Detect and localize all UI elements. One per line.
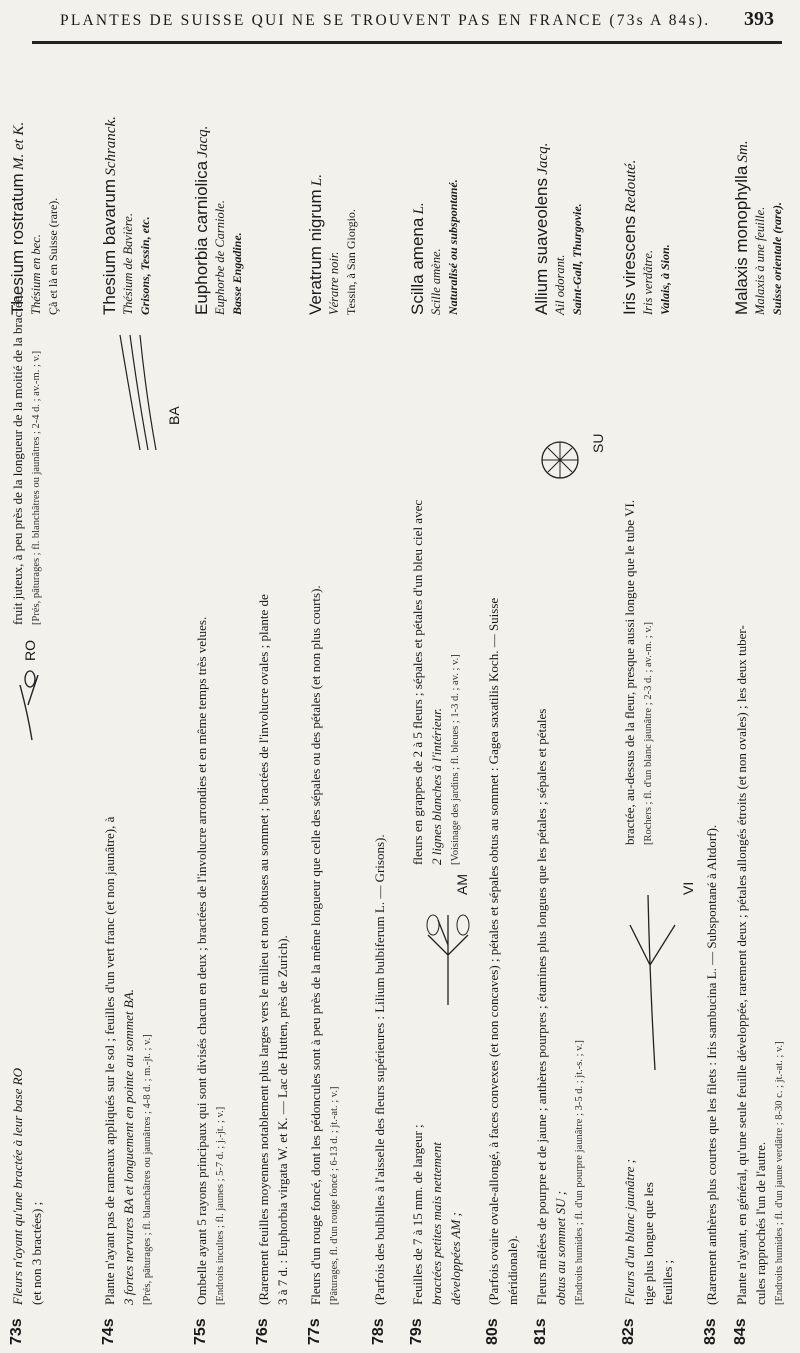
- entry-line: Fleurs d'un blanc jaunâtre ;: [622, 1158, 637, 1305]
- thesium-bavarum-figure: [100, 325, 180, 455]
- entry-text-continued: [620, 325, 658, 845]
- species-author: Jacq.: [535, 142, 551, 175]
- entry-text-continued: [408, 325, 465, 865]
- page-number: 393: [744, 8, 774, 30]
- entry-text: [484, 315, 522, 1305]
- entry-line: Fleurs d'un rouge foncé, dont les pédoncules sont à peu près de la même longueur que celle des sépales ou des pétales (et non plus courts).: [308, 585, 323, 1305]
- entry-line: (Parfois ovaire ovale-allongé, à faces convexes (et non concaves) ; pétales et sépales obtus au sommet : Gagea saxatilis Koch. — Suisse: [486, 597, 501, 1305]
- entry-line: (Parfois des bulbilles à l'aisselle des fleurs supérieures : Lilium bulbiferum L. — Grisons).: [372, 834, 387, 1305]
- species-french-name: Iris verdâtre.: [641, 249, 655, 315]
- entry-text: [532, 525, 589, 1305]
- entry-code: 81s: [532, 1318, 549, 1345]
- species-block: [732, 65, 786, 315]
- entry-line: cules rapprochés l'un de l'autre.: [753, 1141, 768, 1305]
- species-french-name: Ail odorant.: [553, 254, 567, 315]
- entry-line: 2 lignes blanches à l'intérieur.: [429, 708, 444, 865]
- species-block: [100, 65, 154, 315]
- species-french-name: Thésium de Bavière.: [121, 213, 135, 315]
- entry-text: [100, 745, 157, 1305]
- entry-text: [408, 1045, 465, 1305]
- species-french-name: Malaxis à une feuille.: [753, 206, 767, 315]
- entry-text: [620, 1085, 677, 1305]
- entry-line: Feuilles de 7 à 15 mm. de largeur ;: [410, 1124, 425, 1305]
- entry-line: fruit juteux, à peu près de la longueur de la moitié de la bractée.: [10, 293, 25, 625]
- species-french-name: Thésium en bec.: [29, 234, 43, 315]
- entry-text: [8, 745, 46, 1305]
- species-distribution: Çà et là en Suisse (rare).: [46, 197, 60, 315]
- entry-line: Fleurs mêlées de pourpre et de jaune ; anthères pourpres ; étamines plus longues que les pétales ; sépales et pétales: [534, 708, 549, 1305]
- entry-line: Ombelle ayant 5 rayons principaux qui sont divisés chacun en deux ; bractées de l'involucre arrondies et en même temps très velues.: [194, 616, 209, 1305]
- species-distribution: Suisse orientale (rare).: [770, 201, 784, 315]
- species-name: Malaxis monophylla: [732, 165, 751, 315]
- entry-line: Plante n'ayant, en général, qu'une seule feuille développée, rarement deux ; pétales allongés étroits (et non ovales) ; les deux tuber-: [734, 625, 749, 1305]
- entry-code: 79s: [408, 1318, 425, 1345]
- entry-line: (Rarement anthères plus courtes que les filets : Iris sambucina L. — Subspontané à Altdorf).: [704, 824, 719, 1305]
- species-block: [8, 65, 62, 315]
- entry-text: [254, 315, 292, 1305]
- entry-line: Plante n'ayant pas de rameaux appliqués sur le sol ; feuilles d'un vert franc (et non jaunâtre), à: [102, 816, 117, 1305]
- habitat-line: [Endroits humides ; fl. d'un jaune verdâtre ; 8-30 c. ; jt.-at. ; v.]: [774, 1041, 785, 1305]
- entry-code: 78s: [370, 1318, 387, 1345]
- entry-line: feuilles ;: [660, 1259, 675, 1305]
- entry-line: fleurs en grappes de 2 à 5 fleurs ; sépales et pétales d'un bleu ciel avec: [410, 499, 425, 865]
- species-distribution: Tessin, à San Giorgio.: [344, 209, 358, 315]
- running-title: PLANTES DE SUISSE QUI NE SE TROUVENT PAS EN FRANCE (73s A 84s).: [60, 12, 711, 29]
- species-distribution: Valais, à Sion.: [658, 244, 672, 315]
- entry-code: 74s: [100, 1318, 117, 1345]
- species-author: L.: [411, 202, 427, 215]
- habitat-line: [Voisinage des jardins ; fl. bleues ; 1-3 d. ; av. ; v.]: [450, 654, 461, 865]
- species-french-name: Scille amène.: [429, 248, 443, 315]
- header-rule: [32, 41, 782, 44]
- species-block: [532, 65, 586, 315]
- entry-line: (et non 3 bractées) ;: [29, 1201, 44, 1305]
- figure-label-su: SU: [590, 433, 606, 453]
- figure-label-ba: BA: [166, 406, 182, 425]
- habitat-line: [Pâturages, fl. d'un rouge foncé ; 6-13 d. ; jt.-at. ; v.]: [329, 1086, 340, 1305]
- entry-line: 3 fortes nervures BA et longuement en pointe au sommet BA.: [121, 989, 136, 1305]
- entry-text: [192, 325, 230, 1305]
- allium-suaveolens-figure: [532, 425, 592, 495]
- entry-code: 84s: [732, 1318, 749, 1345]
- habitat-line: [Prés, pâturages ; fl. blanchâtres ou jaunâtres ; 2-4 d. ; av.-m. ; v.]: [31, 350, 42, 625]
- species-author: Sm.: [735, 140, 751, 163]
- entry-code: 82s: [620, 1318, 637, 1345]
- entry-line: 3 à 7 d. : Euphorbia virgata W. et K. — Lac de Hutten, près de Zurich).: [275, 935, 290, 1305]
- entry-code: 77s: [306, 1318, 323, 1345]
- species-distribution: Saint-Gall, Thurgovie.: [570, 203, 584, 315]
- entry-line: méridionale).: [505, 1235, 520, 1305]
- species-distribution: Naturalisé ou subspontané.: [446, 179, 460, 315]
- species-distribution: Basse Engadine.: [230, 232, 244, 315]
- entry-text: [702, 315, 721, 1305]
- habitat-line: [Rochers ; fl. d'un blanc jaunâtre ; 2-3 d. ; av.-m. ; v.]: [643, 621, 654, 845]
- species-french-name: Vératre noir.: [327, 251, 341, 315]
- species-author: Schranck.: [103, 116, 119, 176]
- entry-code: 83s: [702, 1318, 719, 1345]
- thesium-rostratum-figure: [8, 665, 56, 745]
- species-author: Redouté.: [623, 159, 639, 213]
- species-distribution: Grisons, Tessin, etc.: [138, 216, 152, 315]
- entry-code: 75s: [192, 1318, 209, 1345]
- page-header: [0, 0, 800, 46]
- entry-text: [732, 315, 789, 1305]
- entry-code: 80s: [484, 1318, 501, 1345]
- species-name: Allium suaveolens: [532, 177, 551, 315]
- species-block: [620, 65, 674, 315]
- species-block: [192, 65, 246, 315]
- species-name: Veratrum nigrum: [306, 189, 325, 315]
- entry-text-continued: [8, 293, 46, 625]
- habitat-line: [Prés, pâturages ; fl. blanchâtres ou jaunâtres ; 4-8 d. ; m.-jt. ; v.]: [142, 1034, 153, 1305]
- species-name: Scilla amena: [408, 217, 427, 315]
- entry-line: Fleurs n'ayant qu'une bractée à leur base RO: [10, 1068, 25, 1305]
- species-name: Thesium rostratum: [8, 173, 27, 315]
- figure-label-vi: VI: [680, 881, 696, 895]
- scilla-amena-figure: [408, 895, 488, 1015]
- species-block: [408, 65, 462, 315]
- entry-line: développées AM ;: [448, 1212, 463, 1305]
- entry-text: [306, 315, 344, 1305]
- rotated-content: [0, 53, 800, 1353]
- species-name: Iris virescens: [620, 215, 639, 315]
- species-author: L.: [309, 173, 325, 187]
- iris-virescens-figure: [620, 875, 690, 1075]
- entry-line: tige plus longue que les: [641, 1182, 656, 1305]
- habitat-line: [Endroits humides ; fl. d'un pourpre jaunâtre ; 3-5 d. ; jt.-s. ; v.]: [574, 1040, 585, 1305]
- entry-code: 76s: [254, 1318, 271, 1345]
- figure-label-am: AM: [454, 874, 470, 895]
- species-french-name: Euphorbe de Carniole.: [213, 200, 227, 315]
- entry-line: (Rarement feuilles moyennes notablement plus larges vers le milieu et non obtuses au sommet ; bractées de l'involucre ovales ; plante de: [256, 594, 271, 1305]
- entry-line: bractées petites mais nettement: [429, 1142, 444, 1305]
- species-name: Euphorbia carniolica: [192, 160, 211, 315]
- figure-label-ro: RO: [22, 640, 38, 661]
- species-name: Thesium bavarum: [100, 178, 119, 315]
- species-block: [306, 65, 360, 315]
- entry-line: obtus au sommet SU ;: [553, 1190, 568, 1305]
- entry-code: 73s: [8, 1318, 25, 1345]
- entry-line: bractée, au-dessus de la fleur, presque aussi longue que le tube VI.: [622, 499, 637, 845]
- habitat-line: [Endroits incultes ; fl. jaunes ; 5-7 d. ; j.-jt. ; v.]: [215, 1106, 226, 1305]
- species-author: Jacq.: [195, 125, 211, 158]
- species-author: M. et K.: [11, 121, 27, 171]
- entry-text: [370, 315, 389, 1305]
